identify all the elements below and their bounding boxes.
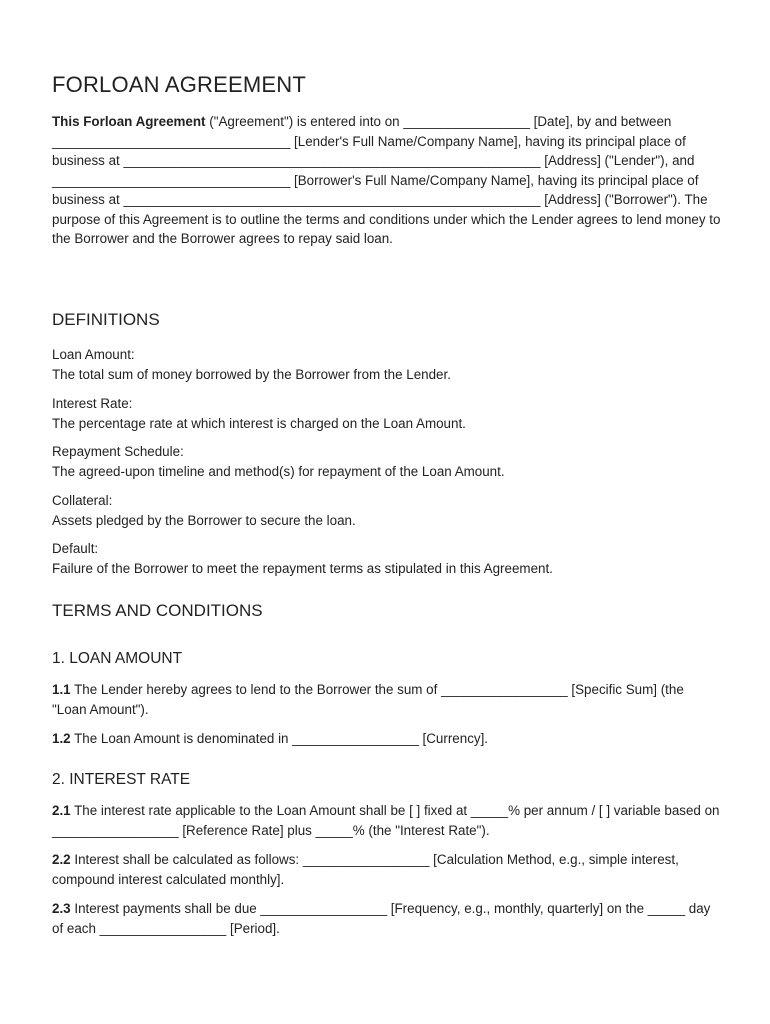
terms-heading: TERMS AND CONDITIONS [52,601,263,620]
clause-1-2 [52,729,722,749]
definition-text: Assets pledged by the Borrower to secure the loan. [52,512,356,528]
document-title: FORLOAN AGREEMENT [52,72,306,97]
clause-text: The Loan Amount is denominated in _________________ [Currency]. [70,731,489,746]
clause-text: Interest payments shall be due _________________ [Frequency, e.g., monthly, quarterly] on the _____ day of each _________________ [Period]. [52,901,711,936]
clause-number: 2.3 [52,901,71,916]
definition-text: The agreed-upon timeline and method(s) for repayment of the Loan Amount. [52,463,505,479]
clause-number: 1.1 [52,682,71,697]
clause-2-2 [52,850,722,889]
definition-term: Loan Amount: [52,347,135,362]
intro-lead: This Forloan Agreement [52,114,206,129]
clause-2-3 [52,899,722,938]
clause-text: The interest rate applicable to the Loan Amount shall be [ ] fixed at _____% per annum / [ ] variable based on _________________ [Reference Rate] plus _____% (the "Interest Rate"). [52,803,720,838]
definition-term: Repayment Schedule: [52,444,184,459]
clause-text: The Lender hereby agrees to lend to the Borrower the sum of _________________ [Specific Sum] (the "Loan Amount"). [52,682,684,717]
definition-loan-amount [52,345,722,384]
section-heading-loan-amount: 1. LOAN AMOUNT [52,650,183,667]
definition-text: The percentage rate at which interest is charged on the Loan Amount. [52,415,466,431]
definition-default [52,539,722,578]
definition-text: Failure of the Borrower to meet the repayment terms as stipulated in this Agreement. [52,560,553,576]
intro-paragraph [52,112,722,249]
definition-repayment-schedule [52,442,722,481]
definition-term: Collateral: [52,493,113,508]
clause-1-1 [52,680,722,719]
definition-collateral [52,491,722,530]
clause-text: Interest shall be calculated as follows: _________________ [Calculation Method, e.g., simple interest, compound interest calculated monthly]. [52,852,679,887]
definition-interest-rate [52,394,722,433]
definition-term: Interest Rate: [52,396,133,411]
clause-number: 2.2 [52,852,71,867]
definition-text: The total sum of money borrowed by the Borrower from the Lender. [52,366,451,382]
clause-2-1 [52,801,722,840]
clause-number: 2.1 [52,803,71,818]
intro-text: ("Agreement") is entered into on _________________ [Date], by and between ________________________________ [Lender's Full Name/Company Name], having its principal place of business at ________________________________________________________ [Address] ("Lender"), and ________________________________ [Borrower's Full Name/Company Name], having its principal place of business at ________________________________________________________ [Address] ("Borrower"). The purpose of this Agreement is to outline the terms and conditions under which the Lender agrees to lend money to the Borrower and the Borrower agrees to repay said loan. [52,114,721,246]
definitions-heading: DEFINITIONS [52,310,160,329]
section-heading-interest-rate: 2. INTEREST RATE [52,771,191,788]
clause-number: 1.2 [52,731,71,746]
definition-term: Default: [52,541,99,556]
